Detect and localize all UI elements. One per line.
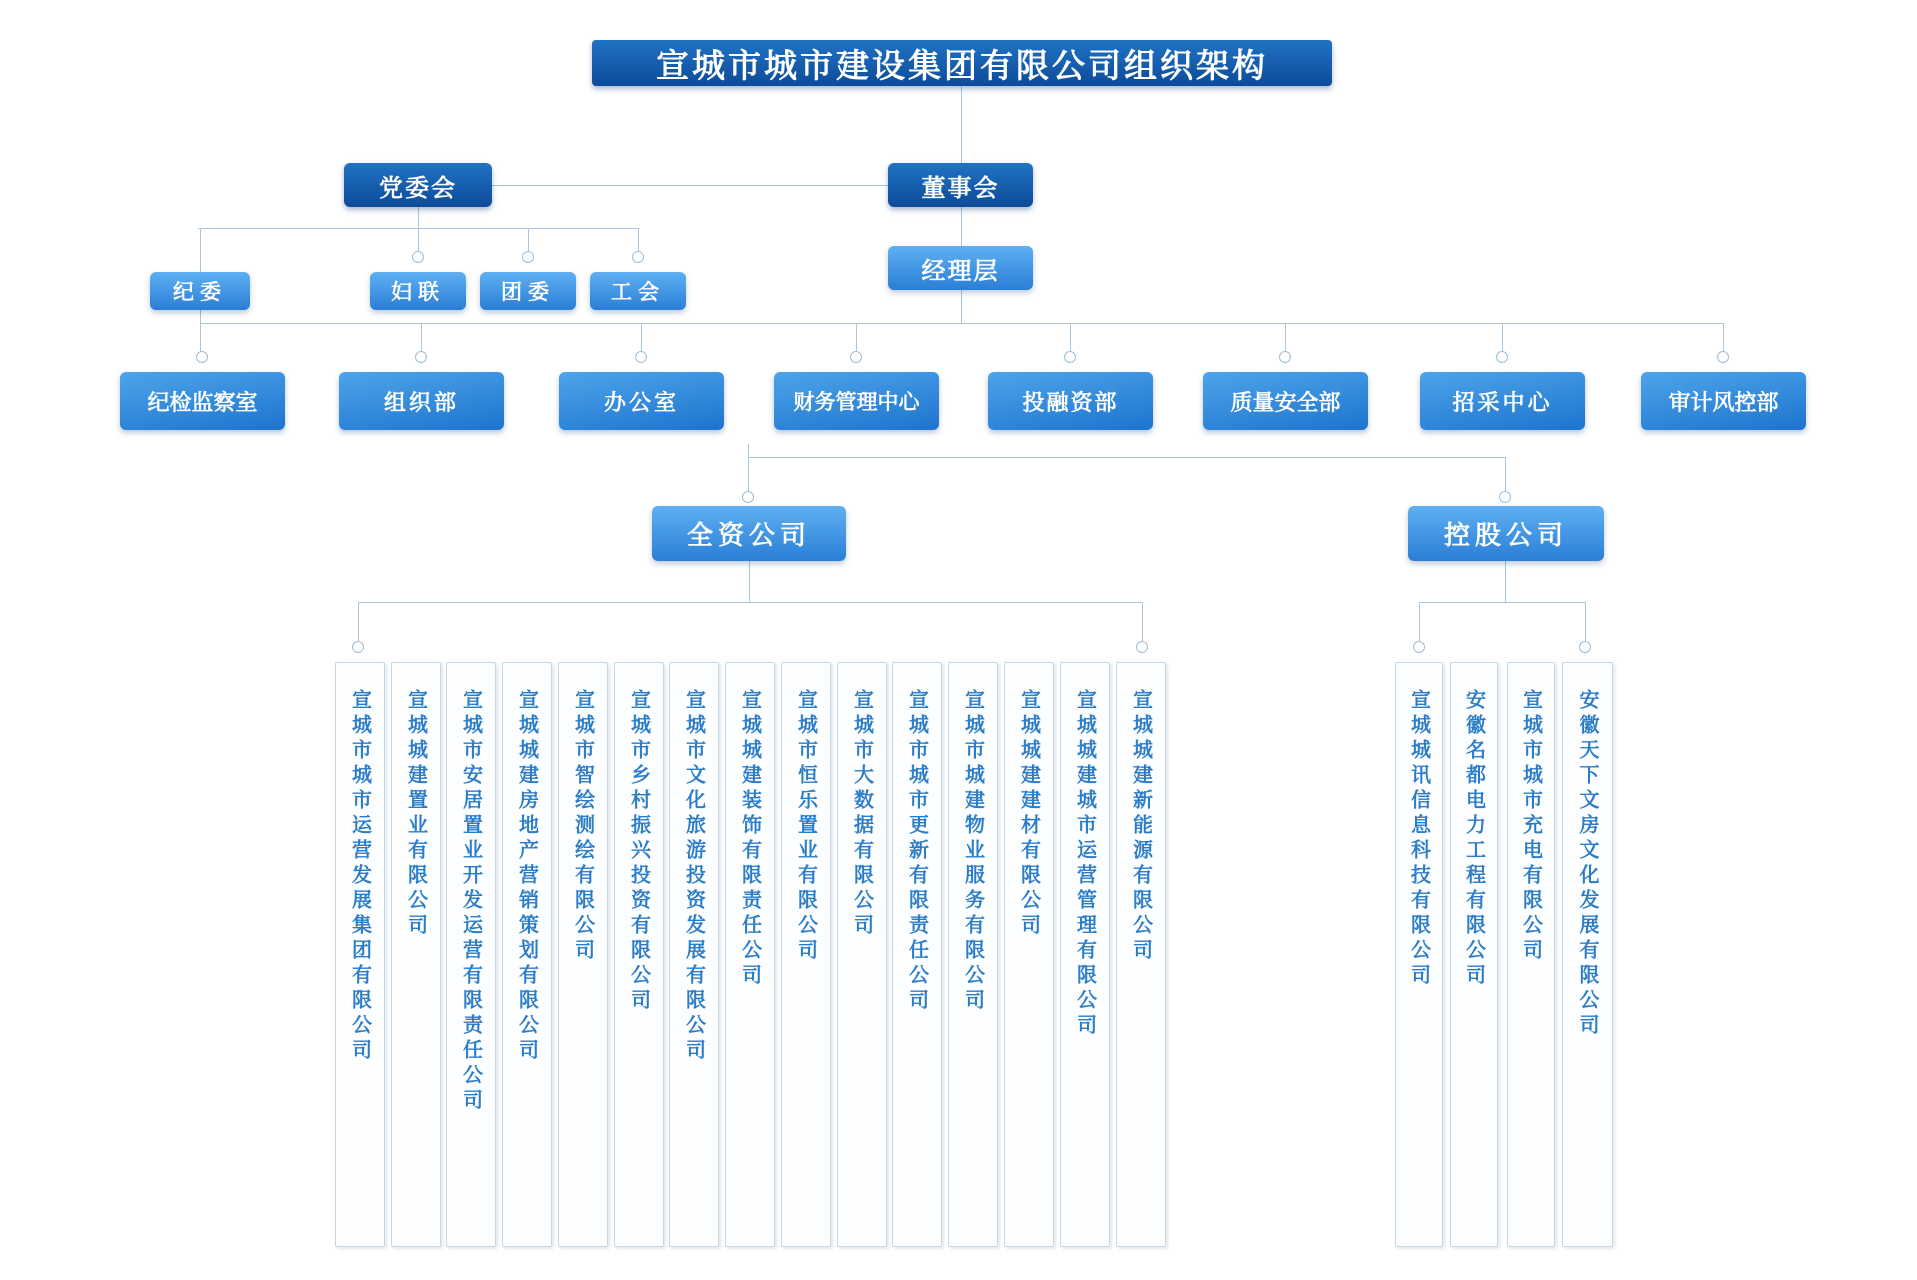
node-dept-finance-management: 财务管理中心: [774, 372, 939, 430]
connector-line: [528, 228, 529, 251]
connector-line: [358, 602, 359, 641]
company-name: 宣城城讯信息科技有限公司: [1407, 689, 1430, 989]
connector-dot: [415, 351, 427, 363]
connector-dot: [352, 641, 364, 653]
company-column: [837, 662, 887, 1247]
connector-dot: [632, 251, 644, 263]
connector-line: [638, 228, 639, 251]
company-name: 宣城城建城市运营管理有限公司: [1073, 689, 1096, 1039]
company-name: 宣城市文化旅游投资发展有限公司: [682, 689, 705, 1064]
company-column: [558, 662, 608, 1247]
connector-line: [961, 290, 962, 323]
connector-line: [358, 602, 1142, 603]
node-dept-general-office: 办公室: [559, 372, 724, 430]
company-name: 安徽名都电力工程有限公司: [1462, 689, 1485, 989]
company-column: [1060, 662, 1110, 1247]
connector-dot: [1279, 351, 1291, 363]
connector-line: [200, 323, 1723, 324]
company-name: 宣城市城市运营发展集团有限公司: [348, 689, 371, 1064]
company-name: 宣城城建建材有限公司: [1017, 689, 1040, 939]
node-womens-federation: 妇联: [370, 272, 466, 310]
node-dept-audit-risk-control: 审计风控部: [1641, 372, 1806, 430]
connector-dot: [1136, 641, 1148, 653]
company-name: 宣城城建装饰有限责任公司: [738, 689, 761, 989]
connector-line: [749, 561, 750, 602]
node-youth-league: 团委: [480, 272, 576, 310]
company-name: 宣城市智绘测绘有限公司: [571, 689, 594, 964]
connector-line: [856, 323, 857, 351]
connector-line: [418, 207, 419, 228]
page-title: 宣城市城市建设集团有限公司组织架构: [592, 40, 1332, 86]
company-name: 宣城城建置业有限公司: [404, 689, 427, 939]
connector-dot: [1496, 351, 1508, 363]
company-name: 宣城市城市更新有限责任公司: [905, 689, 928, 1014]
node-party-committee: 党委会: [344, 163, 492, 207]
connector-line: [1723, 323, 1724, 351]
company-column: [1562, 662, 1613, 1247]
node-board-of-directors: 董事会: [888, 163, 1033, 207]
node-dept-investment-financing: 投融资部: [988, 372, 1153, 430]
connector-line: [492, 185, 888, 186]
connector-line: [1142, 602, 1143, 641]
connector-line: [961, 86, 962, 163]
company-column: [446, 662, 496, 1247]
connector-dot: [412, 251, 424, 263]
company-column: [948, 662, 998, 1247]
connector-line: [748, 444, 749, 457]
connector-dot: [522, 251, 534, 263]
node-holding-group: 控股公司: [1408, 506, 1604, 561]
company-column: [725, 662, 775, 1247]
company-column: [391, 662, 441, 1247]
node-discipline-committee: 纪委: [150, 272, 250, 310]
node-wholly-owned-group: 全资公司: [652, 506, 846, 561]
company-column: [1450, 662, 1498, 1247]
connector-dot: [850, 351, 862, 363]
company-column: [781, 662, 831, 1247]
company-column: [1116, 662, 1166, 1247]
connector-line: [1505, 457, 1506, 491]
company-name: 宣城市乡村振兴投资有限公司: [627, 689, 650, 1014]
connector-dot: [196, 351, 208, 363]
connector-dot: [635, 351, 647, 363]
connector-dot: [1413, 641, 1425, 653]
connector-dot: [1579, 641, 1591, 653]
connector-line: [961, 207, 962, 246]
connector-line: [1419, 602, 1420, 641]
node-dept-procurement-center: 招采中心: [1420, 372, 1585, 430]
node-dept-organization: 组织部: [339, 372, 504, 430]
company-name: 宣城市恒乐置业有限公司: [794, 689, 817, 964]
company-name: 宣城市城建物业服务有限公司: [961, 689, 984, 1014]
connector-line: [641, 323, 642, 351]
connector-line: [1419, 602, 1585, 603]
node-labor-union: 工会: [590, 272, 686, 310]
connector-line: [1070, 323, 1071, 351]
company-name: 宣城市城市充电有限公司: [1519, 689, 1542, 964]
connector-dot: [1717, 351, 1729, 363]
company-column: [892, 662, 942, 1247]
company-name: 宣城市大数据有限公司: [850, 689, 873, 939]
company-column: [669, 662, 719, 1247]
connector-line: [1285, 323, 1286, 351]
company-name: 宣城市安居置业开发运营有限责任公司: [459, 689, 482, 1114]
company-name: 安徽天下文房文化发展有限公司: [1576, 689, 1598, 1039]
company-name: 宣城城建房地产营销策划有限公司: [515, 689, 538, 1064]
company-column: [1395, 662, 1443, 1247]
connector-line: [421, 323, 422, 351]
connector-line: [1585, 602, 1586, 641]
company-column: [614, 662, 664, 1247]
connector-dot: [1499, 491, 1511, 503]
connector-line: [418, 228, 419, 251]
node-dept-quality-safety: 质量安全部: [1203, 372, 1368, 430]
company-column: [502, 662, 552, 1247]
company-column: [1004, 662, 1054, 1247]
connector-line: [1505, 561, 1506, 602]
company-name: 宣城城建新能源有限公司: [1129, 689, 1152, 964]
connector-line: [748, 457, 749, 491]
company-column: [335, 662, 385, 1247]
connector-line: [1502, 323, 1503, 351]
company-column: [1507, 662, 1555, 1247]
connector-line: [748, 457, 1505, 458]
node-dept-discipline-inspection: 纪检监察室: [120, 372, 285, 430]
node-management-layer: 经理层: [888, 246, 1033, 290]
connector-dot: [1064, 351, 1076, 363]
connector-dot: [742, 491, 754, 503]
